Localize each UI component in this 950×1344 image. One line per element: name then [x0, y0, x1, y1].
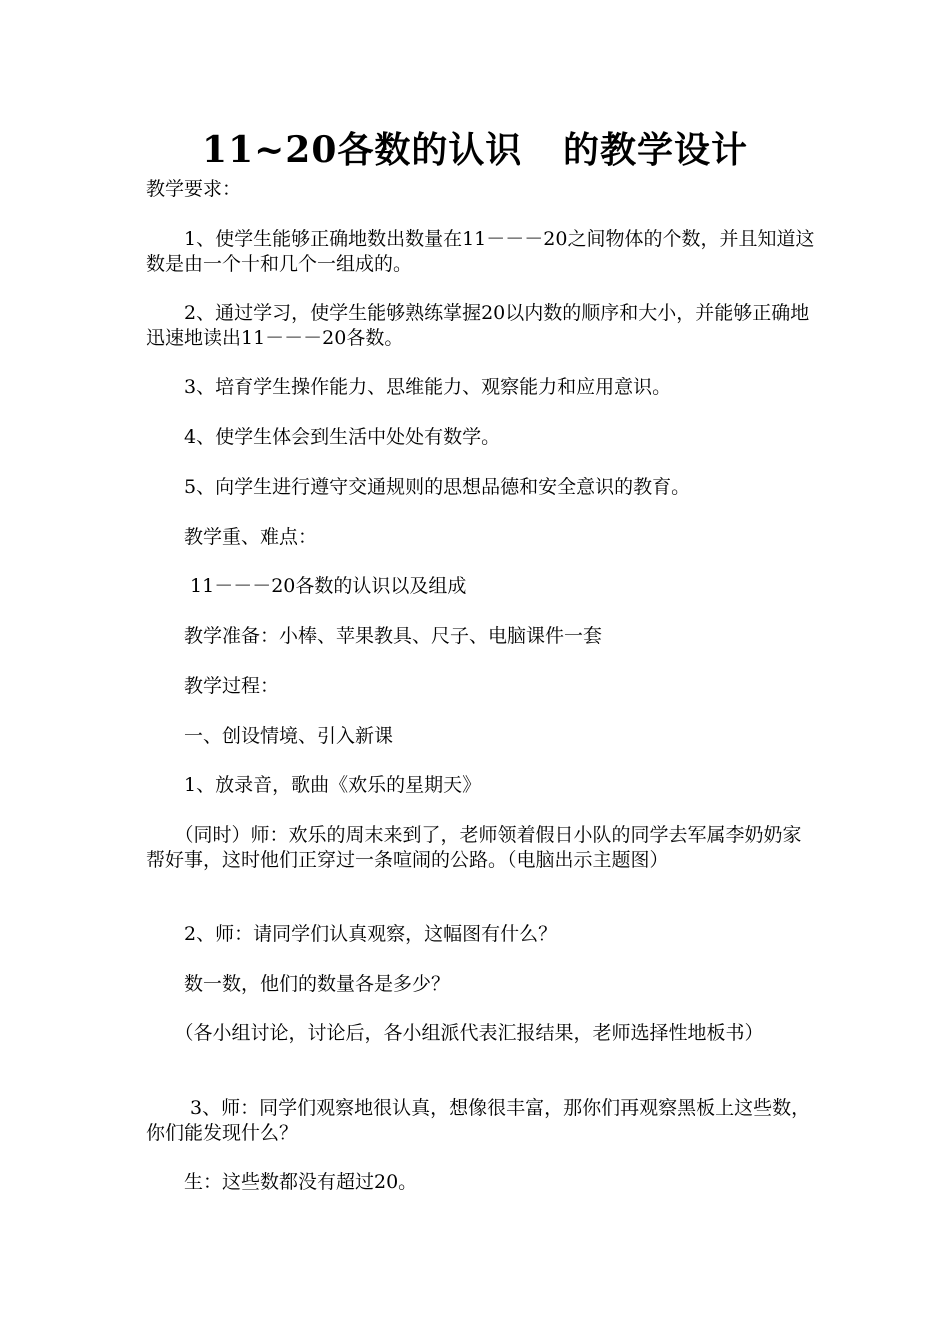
- teaching-preparation: 教学准备：小棒、苹果教具、尺子、电脑课件一套: [146, 625, 603, 647]
- requirement-2: 2、通过学习，使学生能够熟练掌握20以内数的顺序和大小，并能够正确地迅速地读出11－－－20各数。: [146, 302, 810, 349]
- step-1: 1、放录音，歌曲《欢乐的星期天》: [146, 774, 482, 796]
- step-3: 3、师：同学们观察地很认真，想像很丰富，那你们再观察黑板上这些数，你们能发现什么？: [146, 1097, 811, 1144]
- requirement-1: 1、使学生能够正确地数出数量在11－－－20之间物体的个数，并且知道这数是由一个十和几个一组成的。: [146, 228, 815, 275]
- group-discussion: （各小组讨论，讨论后，各小组派代表汇报结果，老师选择性地板书）: [146, 1022, 764, 1044]
- requirement-5: 5、向学生进行遵守交通规则的思想品德和安全意识的教育。: [146, 476, 691, 498]
- requirement-4: 4、使学生体会到生活中处处有数学。: [146, 426, 501, 448]
- key-points-text: 11－－－20各数的认识以及组成: [146, 575, 467, 597]
- student-answer: 生：这些数都没有超过20。: [146, 1171, 418, 1193]
- step-2: 2、师：请同学们认真观察，这幅图有什么？: [146, 923, 558, 945]
- requirement-3: 3、培育学生操作能力、思维能力、观察能力和应用意识。: [146, 376, 672, 398]
- document-title: 11~20各数的认识 的教学设计: [202, 129, 748, 171]
- count-question: 数一数，他们的数量各是多少？: [146, 973, 451, 995]
- section-heading-requirements: 教学要求：: [146, 178, 242, 200]
- step-one-heading: 一、创设情境、引入新课: [146, 725, 394, 747]
- teacher-intro: （同时）师：欢乐的周末来到了，老师领着假日小队的同学去军属李奶奶家帮好事，这时他们正穿过一条喧闹的公路。（电脑出示主题图）: [146, 824, 802, 871]
- section-heading-key-points: 教学重、难点：: [146, 526, 318, 548]
- section-heading-process: 教学过程：: [146, 675, 280, 697]
